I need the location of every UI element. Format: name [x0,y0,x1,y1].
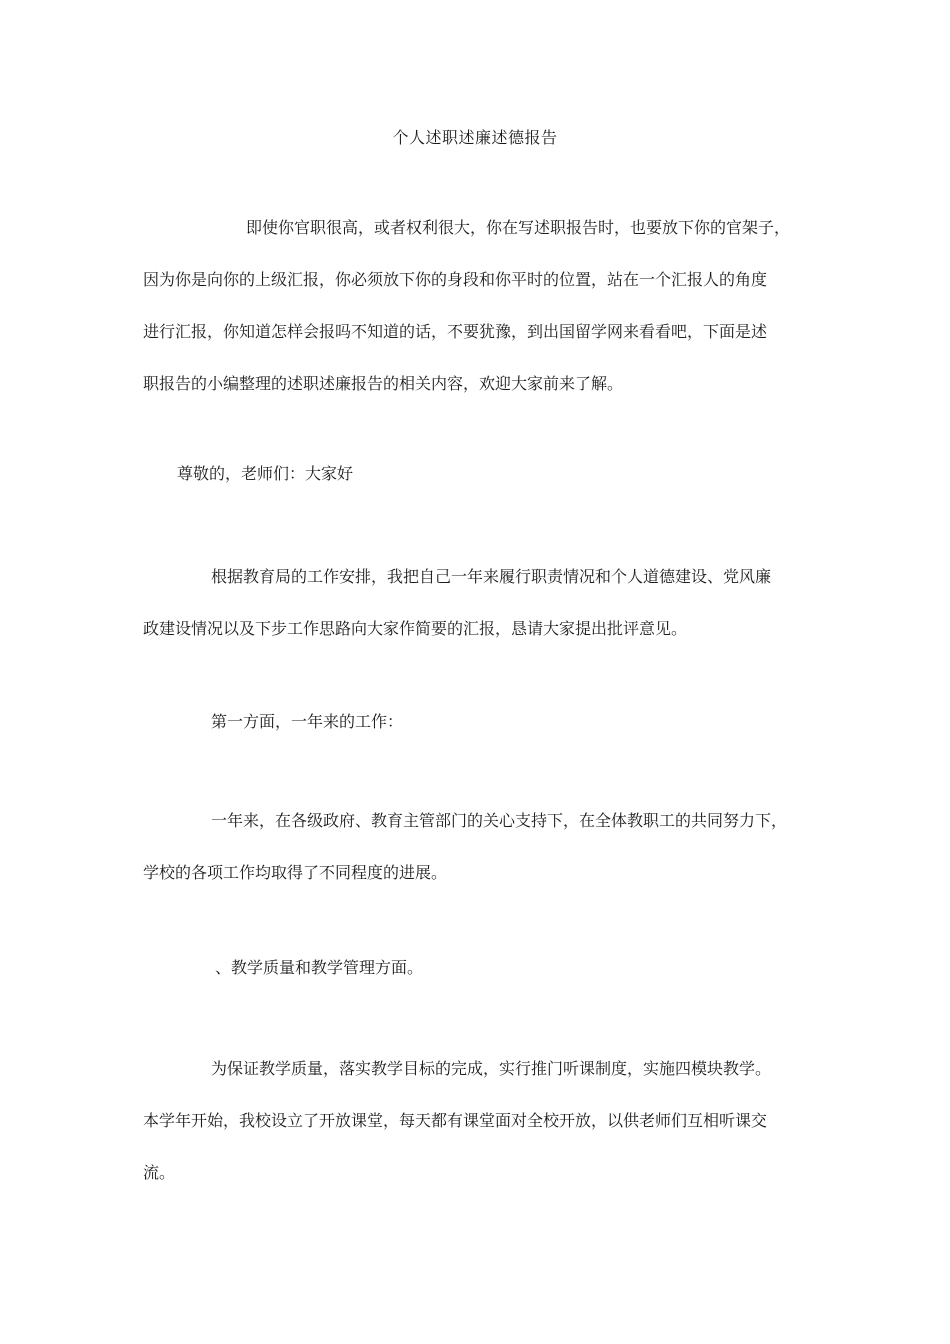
quality-line: 本学年开始，我校设立了开放课堂，每天都有课堂面对全校开放，以供老师们互相听课交 [143,1111,768,1130]
year-paragraph [143,795,815,899]
subsection-heading [143,942,815,994]
basis-paragraph [143,551,815,655]
document-title: 个人述职述廉述德报告 [392,128,558,147]
basis-line: 政建设情况以及下步工作思路向大家作简要的汇报，恳请大家提出批评意见。 [143,619,688,638]
intro-line: 即使你官职很高，或者权利很大，你在写述职报告时，也要放下你的官架子， [246,218,791,237]
year-line: 一年来，在各级政府、教育主管部门的关心支持下，在全体教职工的共同努力下， [211,811,788,830]
intro-line: 职报告的小编整理的述职述廉报告的相关内容，欢迎大家前来了解。 [143,374,624,393]
basis-line: 根据教育局的工作安排，我把自己一年来履行职责情况和个人道德建设、党风廉 [211,567,772,586]
intro-line: 进行汇报，你知道怎样会报吗不知道的话，不要犹豫，到出国留学网来看看吧，下面是述 [143,322,768,341]
quality-paragraph [143,1043,815,1199]
section-heading-line: 第一方面，一年来的工作： [211,712,404,731]
year-line: 学校的各项工作均取得了不同程度的进展。 [143,863,448,882]
greeting-line: 尊敬的，老师们：大家好 [177,464,354,483]
quality-line: 流。 [143,1163,176,1182]
intro-line: 因为你是向你的上级汇报，你必须放下你的身段和你平时的位置，站在一个汇报人的角度 [143,270,768,289]
intro-paragraph [143,202,815,410]
quality-line: 为保证教学质量，落实教学目标的完成，实行推门听课制度，实施四模块教学。 [211,1059,772,1078]
greeting-paragraph [143,448,815,500]
subsection-heading-line: 、教学质量和教学管理方面。 [215,958,424,977]
section-heading [143,696,815,748]
